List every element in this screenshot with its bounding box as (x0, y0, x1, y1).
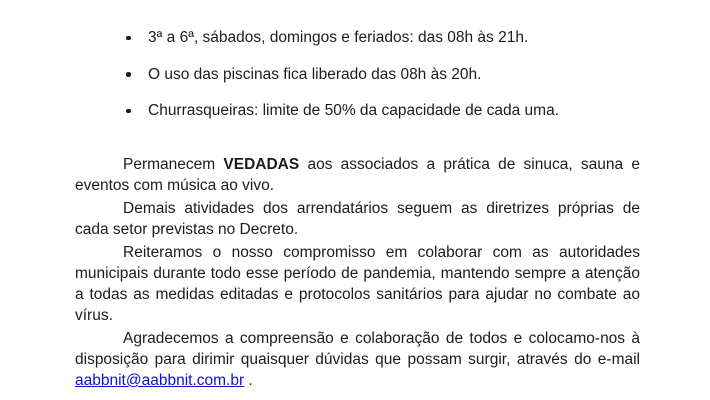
vedadas-bold-text: VEDADAS (223, 156, 300, 173)
bullet-list (75, 27, 640, 121)
bullet-text-barbecue: Churrasqueiras: limite de 50% da capacidade de cada uma. (148, 102, 559, 119)
paragraph-text: Permanecem (123, 156, 224, 173)
list-item (75, 100, 640, 121)
document-content (75, 0, 640, 393)
paragraph-arrendatarios: Demais atividades dos arrendatários seguem as diretrizes próprias de cada setor previstas no Decreto. (75, 200, 640, 238)
paragraph-text: aos associados a prática de sinuca, sauna e eventos com música ao vivo. (75, 156, 640, 194)
bullet-text-hours: 3ª a 6ª, sábados, domingos e feriados: das 08h às 21h. (148, 29, 529, 46)
email-link[interactable]: aabbnit@aabbnit.com.br (75, 372, 245, 389)
paragraph-vedadas (75, 154, 640, 196)
paragraph-agradecimento (75, 328, 640, 391)
bullet-icon (126, 36, 131, 41)
bullet-text-pools: O uso das piscinas fica liberado das 08h às 20h. (148, 65, 482, 83)
bullet-icon (126, 109, 131, 114)
list-item (75, 27, 640, 48)
paragraph-compromisso: Reiteramos o nosso compromisso em colaborar com as autoridades municipais durante todo esse período de pandemia, mantendo sempre a atenção a todas as medidas editadas e protocolos sanitários para ajudar no combate ao vírus. (75, 244, 640, 324)
paragraph-text: Agradecemos a compreensão e colaboração de todos e colocamo-nos à disposição para dirimir quaisquer dúvidas que possam surgir, através do e-mail (75, 330, 640, 368)
bullet-icon (126, 72, 131, 77)
paragraph-text: . (244, 372, 253, 389)
list-item (75, 64, 640, 85)
